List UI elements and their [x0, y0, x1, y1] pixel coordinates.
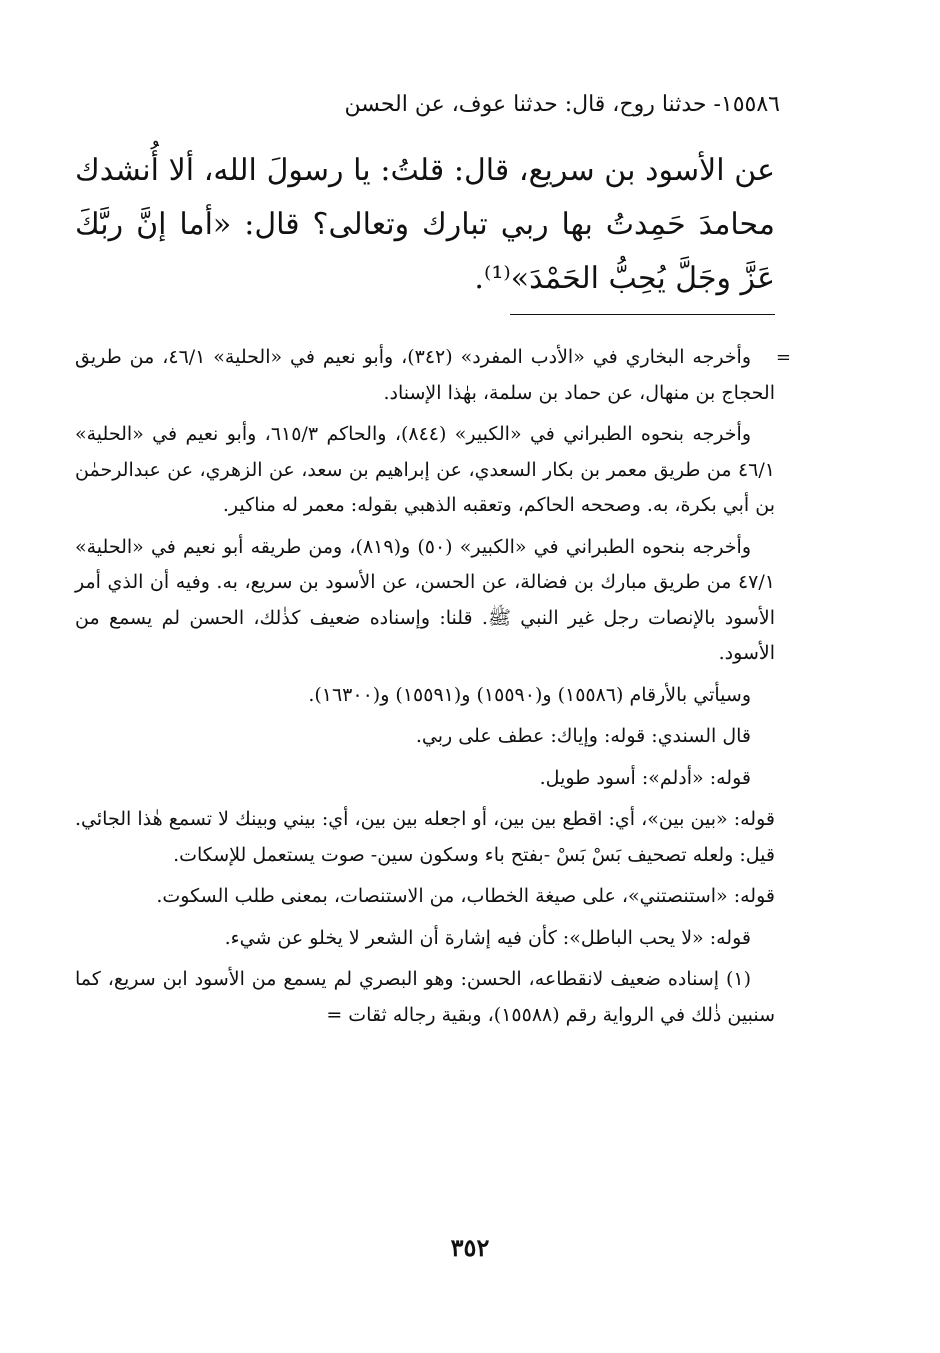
footnote-paragraph: وأخرجه بنحوه الطبراني في «الكبير» (٨٤٤)، والحاكم ٦١٥/٣، وأبو نعيم في «الحلية» ٤٦/١ من طريق معمر بن بكار السعدي، عن إبراهيم بن سعد، عن الزهري، عن عبدالرحمٰن بن أبي بكرة، به. وصححه الحاكم، وتعقبه الذهبي بقوله: معمر له مناكير.: [75, 423, 775, 516]
footnote-separator: [510, 314, 775, 315]
footnote-paragraph: قال السندي: قوله: وإياك: عطف على ربي.: [415, 725, 751, 747]
footnote-paragraph: قوله: «لا يحب الباطل»: كأن فيه إشارة أن الشعر لا يخلو عن شيء.: [224, 926, 751, 949]
footnote-paragraph: وأخرجه البخاري في «الأدب المفرد» (٣٤٢)، وأبو نعيم في «الحلية» ٤٦/١، من طريق الحجاج بن منهال، عن حماد بن سلمة، بهٰذا الإسناد.: [75, 346, 775, 404]
footnote-paragraph: قوله: «أدلم»: أسود طويل.: [539, 766, 751, 789]
continuation-mark: =: [775, 347, 791, 368]
footnote-paragraph: (١) إسناده ضعيف لانقطاعه، الحسن: وهو البصري لم يسمع من الأسود ابن سريع، كما سنبين ذٰلك في الرواية رقم (١٥٥٨٨)، وبقية رجاله ثقات =: [75, 968, 775, 1026]
hadith-text: [75, 144, 775, 306]
hadith-line: عَزَّ وجَلَّ يُحِبُّ الحَمْدَ»⁽¹⁾.: [474, 261, 775, 296]
footnote-paragraph: قوله: «بين بين»، أي: اقطع بين بين، أو اجعله بين بين، أي: بيني وبينك لا تسمع هٰذا الجائي. قيل: ولعله تصحيف بَسْ بَسْ -بفتح باء وسكون سين- صوت يستعمل للإسكات.: [75, 808, 775, 866]
hadith-header: ١٥٥٨٦- حدثنا روح، قال: حدثنا عوف، عن الحسن: [344, 92, 780, 117]
hadith-line: عن الأسود بن سريع، قال: قلتُ: يا رسولَ الله، ألا أُنشدك: [75, 153, 775, 188]
footnote-paragraph: وأخرجه بنحوه الطبراني في «الكبير» (٥٠) و(٨١٩)، ومن طريقه أبو نعيم في «الحلية» ٤٧/١ من طريق مبارك بن فضالة، عن الحسن، عن الأسود بن سريع، به. وفيه أن الذي أمر الأسود بالإنصات رجل غير النبي ﷺ. قلنا: وإسناده ضعيف كذٰلك، الحسن لم يسمع من الأسود.: [75, 535, 775, 664]
footnote-paragraph: قوله: «استنصتني»، على صيغة الخطاب، من الاستنصات، بمعنى طلب السكوت.: [156, 885, 775, 907]
footnotes: [75, 340, 791, 1039]
footnote-paragraph: وسيأتي بالأرقام (١٥٥٨٦) و(١٥٥٩٠) و(١٥٥٩١) و(١٦٣٠٠).: [308, 683, 751, 706]
hadith-line: محامدَ حَمِدتُ بها ربي تبارك وتعالى؟ قال: «أما إنَّ ربَّكَ: [75, 207, 775, 242]
page-number: ٣٥٢: [450, 1233, 490, 1262]
